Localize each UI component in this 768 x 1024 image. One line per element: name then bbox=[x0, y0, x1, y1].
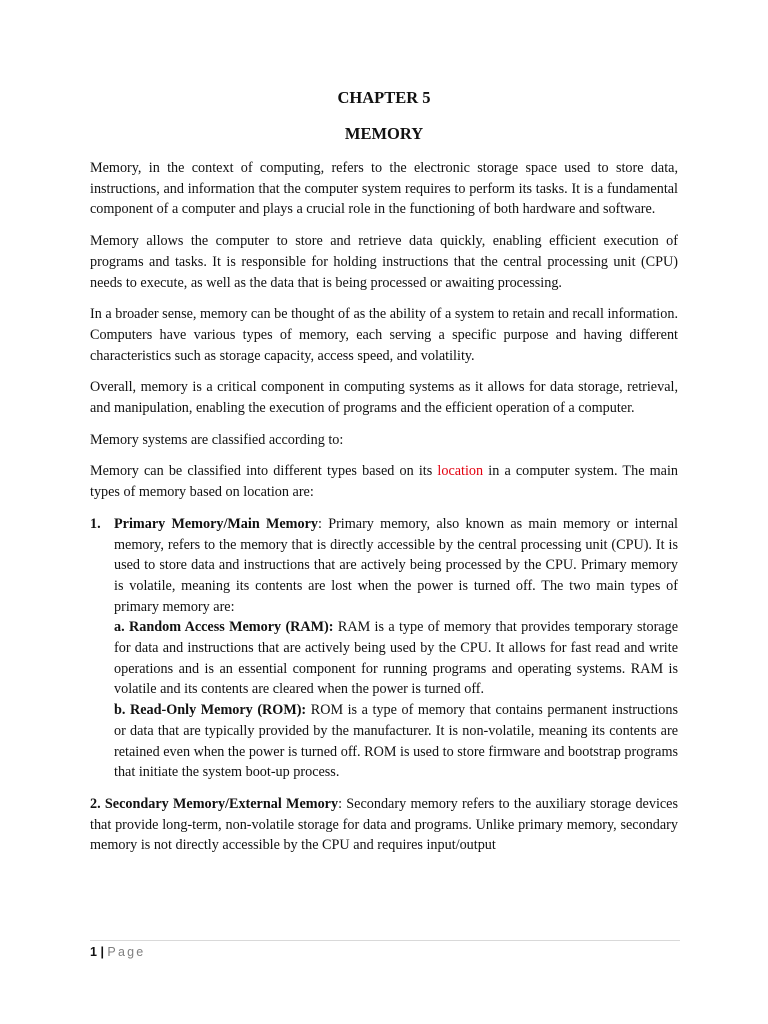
memory-type-list bbox=[90, 514, 678, 783]
paragraph-classification-intro: Memory systems are classified according to: bbox=[90, 431, 344, 448]
paragraph-secondary-memory bbox=[90, 794, 678, 856]
primary-memory-text: : Primary memory, also known as main memory or internal memory, refers to the memory that is directly accessible by the central processing unit (CPU). It is used to store data and instructions that are actively being processed by the CPU. Primary memory is volatile, meaning its contents are lost when the power is turned off. The two main types of primary memory are: bbox=[114, 515, 678, 615]
paragraph-function: Memory allows the computer to store and retrieve data quickly, enabling efficient execution of programs and tasks. It is responsible for holding instructions that the central processing unit (CPU) needs to execute, as well as the data that is being processed or awaiting processing. bbox=[90, 233, 678, 291]
paragraph-location bbox=[90, 461, 678, 502]
footer-separator: | bbox=[100, 945, 104, 959]
page-number: 1 bbox=[90, 945, 97, 959]
location-text-before: Memory can be classified into different types based on its bbox=[90, 463, 438, 480]
sub-item-ram bbox=[114, 617, 678, 700]
sub-item-rom bbox=[114, 700, 678, 783]
page-label: Page bbox=[107, 945, 146, 959]
paragraph-definition: Memory, in the context of computing, refers to the electronic storage space used to store data, instructions, and information that the computer system requires to perform its tasks. It is a fundamental component of a computer and plays a crucial role in the functioning of both hardware and software. bbox=[90, 160, 678, 218]
rom-title: b. Read-Only Memory (ROM): bbox=[114, 702, 307, 719]
page-title: MEMORY bbox=[344, 124, 424, 143]
paragraph-overall: Overall, memory is a critical component in computing systems as it allows for data storage, retrieval, and manipulation, enabling the execution of programs and the efficient operation of a computer. bbox=[90, 379, 678, 417]
location-highlight: location bbox=[437, 463, 484, 480]
ram-title: a. Random Access Memory (RAM): bbox=[114, 619, 334, 636]
paragraph-broader-sense: In a broader sense, memory can be thought of as the ability of a system to retain and recall information. Computers have various types of memory, each serving a specific purpose and having different characteristics such as storage capacity, access speed, and volatility. bbox=[90, 306, 678, 364]
location-text-after: in a computer system. The main types of memory based on location are: bbox=[90, 463, 678, 501]
list-item-number: 1. bbox=[90, 515, 101, 532]
secondary-memory-text: : Secondary memory refers to the auxiliary storage devices that provide long-term, non-volatile storage for data and programs. Unlike primary memory, secondary memory is not directly accessible by the CPU and requires input/output bbox=[90, 795, 678, 854]
rom-text: ROM is a type of memory that contains permanent instructions or data that are typically provided by the manufacturer. It is non-volatile, meaning its contents are retained even when the power is turned off. ROM is used to store firmware and bootstrap programs that initiate the system boot-up process. bbox=[114, 702, 678, 781]
primary-memory-description bbox=[114, 514, 678, 618]
secondary-memory-title: 2. Secondary Memory/External Memory bbox=[90, 795, 339, 812]
chapter-heading: CHAPTER 5 bbox=[337, 88, 431, 107]
list-item-primary-memory bbox=[90, 514, 678, 783]
document-body bbox=[90, 88, 678, 867]
ram-text: RAM is a type of memory that provides temporary storage for data and instructions that are actively being used by the CPU. It allows for fast read and write operations and is an essential component for running programs and operating systems. RAM is volatile and its contents are cleared when the power is turned off. bbox=[114, 619, 678, 698]
primary-memory-title: Primary Memory/Main Memory bbox=[114, 515, 318, 532]
page-footer bbox=[90, 940, 680, 961]
